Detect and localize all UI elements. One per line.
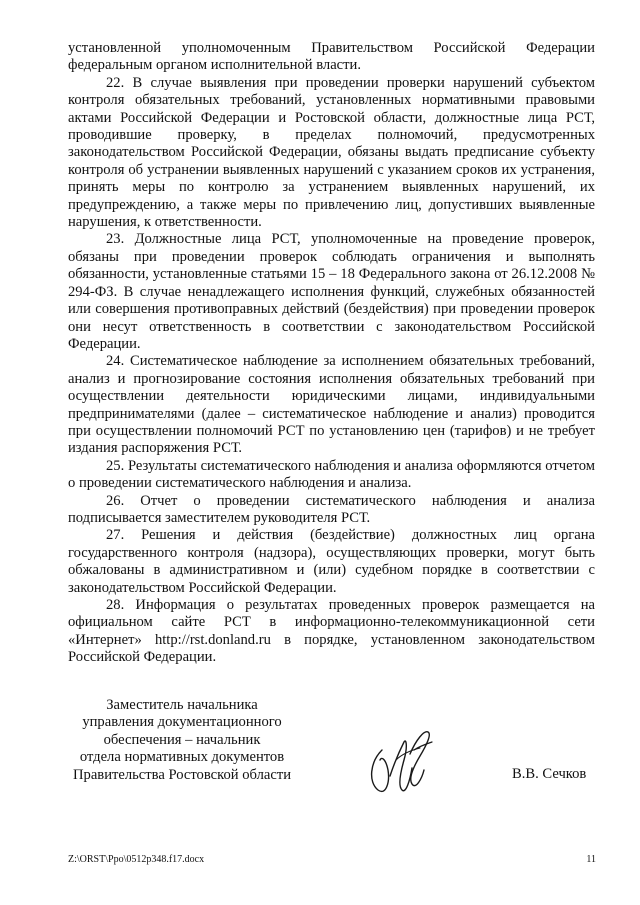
signer-position-line: отдела нормативных документов	[79, 749, 285, 766]
signer-position	[62, 697, 302, 784]
signer-position-line: Заместитель начальника	[106, 697, 258, 713]
paragraph-28: 28. Информация о результатах проведенных проверок размещается на официальном сайте РСТ в информационно-телекоммуникационной сети «Интернет» http://rst.donland.ru в порядке, установленном законодательством Российской Федерации.	[68, 597, 595, 666]
signer-position-line: обеспечения – начальник	[103, 731, 261, 748]
paragraph-26: 26. Отчет о проведении систематического наблюдения и анализа подписывается заместителем руководителя РСТ.	[68, 492, 595, 526]
paragraph-23: 23. Должностные лица РСТ, уполномоченные на проведение проверок, обязаны при проведении проверок соблюдать ограничения и выполнять обязанности, установленные статьями 15 – 18 Федерального закона от 26.12.2008 № 294-ФЗ. В случае ненадлежащего исполнения функций, служебных обязанностей или совершения противоправных действий (бездействия) при проведении проверок они несут ответственность в соответствии с законодательством Российской Федерации.	[68, 231, 595, 352]
footer-file-path: Z:\ORST\Ppo\0512p348.f17.docx	[68, 854, 205, 865]
handwritten-signature	[360, 720, 440, 800]
paragraph-continuation: установленной уполномоченным Правительством Российской Федерации федеральным органом исполнительной власти.	[68, 40, 595, 74]
signer-position-line: Правительства Ростовской области	[72, 766, 292, 783]
paragraph-27: 27. Решения и действия (бездействие) должностных лиц органа государственного контроля (надзора), осуществляющих проверки, могут быть обжалованы в административном и (или) судебном порядке в соответствии с законодательством Российской Федерации.	[68, 527, 595, 596]
signer-position-line: управления документационного	[82, 714, 282, 731]
paragraph-22: 22. В случае выявления при проведении проверки нарушений субъектом контроля обязательных требований, установленных нормативными правовыми актами Российской Федерации и Ростовской области, должностные лица РСТ, проводившие проверку, в пределах полномочий, предусмотренных законодательством Российской Федерации, обязаны выдать предписание субъекту контроля об устранении выявленных нарушений с указанием сроков их устранения, принять меры по контролю за устранением выявленных нарушений, их предупреждению, а также меры по привлечению лиц, допустивших выявленные нарушения, к ответственности.	[68, 74, 595, 231]
body-text	[68, 40, 595, 667]
signer-name: В.В. Сечков	[512, 766, 587, 782]
paragraph-24: 24. Систематическое наблюдение за исполнением обязательных требований, анализ и прогнозирование состояния исполнения обязательных требований при осуществлении деятельности юридическими лицами, индивидуальными предпринимателями (далее – систематическое наблюдение и анализ) проводится при осуществлении полномочий РСТ по установлению цен (тарифов) и не требует издания распоряжения РСТ.	[68, 353, 595, 457]
paragraph-25: 25. Результаты систематического наблюдения и анализа оформляются отчетом о проведении систематического наблюдения и анализа.	[68, 457, 595, 492]
page-number: 11	[586, 854, 596, 865]
